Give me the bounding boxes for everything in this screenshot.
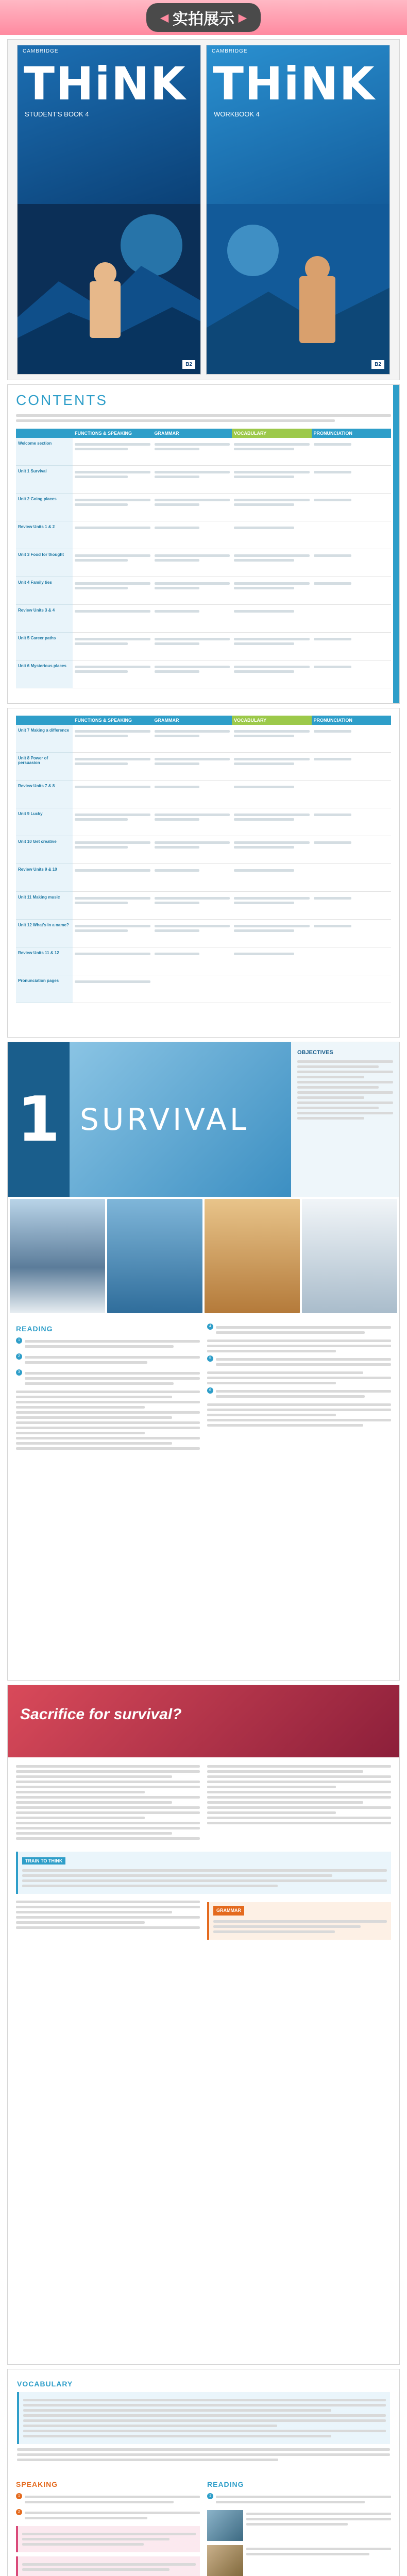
- contents-unit: Review Units 1 & 2: [16, 521, 73, 549]
- cover-scene-image: [207, 204, 390, 374]
- article-title: Sacrifice for survival?: [20, 1706, 182, 1723]
- contents-header: PRONUNCIATION: [312, 716, 392, 725]
- contents-title: CONTENTS: [16, 392, 108, 408]
- section-heading: READING: [207, 2480, 244, 2488]
- survivor-photo: [207, 2545, 243, 2576]
- contents-unit: Unit 6 Mysterious places: [16, 660, 73, 688]
- ocean-photo: [107, 1199, 202, 1313]
- grammar-box: [207, 1902, 391, 1940]
- contents-page-2: [7, 708, 400, 1038]
- cover-publisher: CAMBRIDGE: [23, 48, 59, 54]
- contents-unit: Unit 11 Making music: [16, 892, 73, 920]
- contents-unit: Pronunciation pages: [16, 975, 73, 1003]
- chevron-right-icon: ▶: [239, 12, 247, 24]
- contents-unit: Review Units 3 & 4: [16, 605, 73, 633]
- contents-unit: Unit 2 Going places: [16, 494, 73, 521]
- contents-unit: Welcome section: [16, 438, 73, 466]
- train-to-think-box: [16, 1852, 391, 1894]
- contents-header: GRAMMAR: [152, 716, 232, 725]
- contents-unit: Unit 4 Family ties: [16, 577, 73, 605]
- workbook-cover: [206, 45, 390, 375]
- cover-title: THiNK: [24, 57, 186, 110]
- section-heading: VOCABULARY: [17, 2380, 73, 2388]
- contents-header: FUNCTIONS & SPEAKING: [73, 716, 152, 725]
- reading-column: READING 1 2 3: [16, 1320, 200, 1452]
- desert-photo: [205, 1199, 300, 1313]
- contents-header: [16, 716, 73, 725]
- survivor-photo: [207, 2510, 243, 2541]
- contents-unit: Unit 10 Get creative: [16, 836, 73, 864]
- contents-unit: Review Units 7 & 8: [16, 781, 73, 808]
- mountain-photo: [10, 1199, 105, 1313]
- cover-title: THiNK: [213, 57, 376, 110]
- header-banner: [0, 0, 407, 35]
- contents-unit: Unit 9 Lucky: [16, 808, 73, 836]
- listening-column: 4 5 6: [207, 1320, 391, 1452]
- contents-unit: Unit 3 Food for thought: [16, 549, 73, 577]
- speaking-column: SPEAKING 1 2: [16, 2476, 200, 2576]
- vocabulary-page: [7, 2369, 400, 2576]
- unit-opener-page: [7, 1042, 400, 1681]
- cover-subtitle: STUDENT'S BOOK 4: [25, 110, 89, 118]
- snow-photo: [302, 1199, 397, 1313]
- cover-publisher: CAMBRIDGE: [212, 48, 248, 54]
- article-column-left: [16, 1762, 200, 1842]
- objectives-box: [291, 1042, 399, 1197]
- contents-table: [16, 429, 391, 688]
- contents-unit: Unit 7 Making a difference: [16, 725, 73, 753]
- chevron-left-icon: ◀: [160, 12, 168, 24]
- contents-table: [16, 716, 391, 1003]
- contents-unit: Unit 5 Career paths: [16, 633, 73, 660]
- contents-unit: Unit 1 Survival: [16, 466, 73, 494]
- contents-intro: [8, 414, 399, 429]
- banner-title-pill: [146, 3, 261, 32]
- students-book-cover: [17, 45, 201, 375]
- page-edge-tab: [393, 385, 399, 703]
- quote-box: [16, 2526, 200, 2552]
- section-heading: SPEAKING: [16, 2480, 58, 2488]
- cover-level-badge: B2: [182, 360, 195, 369]
- unit-number: 1: [8, 1042, 70, 1197]
- contents-unit: Unit 8 Power of persuasion: [16, 753, 73, 781]
- article-column-right: [207, 1762, 391, 1842]
- section-heading: READING: [16, 1325, 53, 1333]
- grammar-tag: GRAMMAR: [213, 1906, 244, 1916]
- unit-title: SURVIVAL: [70, 1042, 291, 1197]
- contents-header: [16, 429, 73, 438]
- article-banner: [8, 1685, 399, 1757]
- objectives-title: OBJECTIVES: [297, 1049, 333, 1056]
- contents-header: PRONUNCIATION: [312, 429, 392, 438]
- vocabulary-box: [17, 2392, 390, 2444]
- contents-unit: Unit 12 What's in a name?: [16, 920, 73, 947]
- contents-header: FUNCTIONS & SPEAKING: [73, 429, 152, 438]
- contents-unit: Review Units 11 & 12: [16, 947, 73, 975]
- covers-page: [7, 39, 400, 380]
- banner-title: 实拍展示: [173, 11, 234, 28]
- cover-level-badge: B2: [371, 360, 384, 369]
- reading-column: READING 1: [207, 2476, 391, 2576]
- contents-header: GRAMMAR: [152, 429, 232, 438]
- train-to-think-tag: TRAIN TO THINK: [22, 1857, 65, 1865]
- cover-subtitle: WORKBOOK 4: [214, 110, 260, 118]
- contents-unit: Review Units 9 & 10: [16, 864, 73, 892]
- contents-header: VOCABULARY: [232, 716, 312, 725]
- quote-box: [16, 2556, 200, 2576]
- cover-scene-image: [18, 204, 201, 374]
- contents-header: VOCABULARY: [232, 429, 312, 438]
- unit-photo-strip: [8, 1197, 399, 1315]
- contents-page: [7, 384, 400, 704]
- article-page: [7, 1685, 400, 2365]
